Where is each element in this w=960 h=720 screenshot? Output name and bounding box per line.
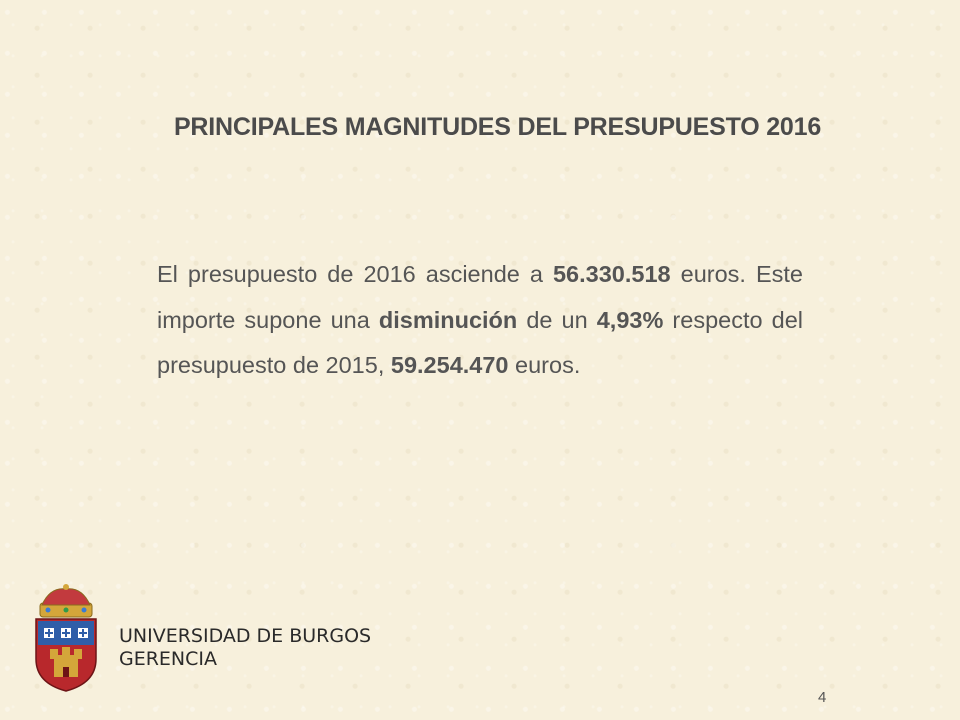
text-segment: de un xyxy=(517,306,597,333)
department-name: GERENCIA xyxy=(119,648,218,670)
coat-of-arms-icon xyxy=(30,583,102,693)
amount-2016: 56.330.518 xyxy=(552,261,671,287)
decrease-percent: 4,93% xyxy=(596,306,664,333)
footer-organization xyxy=(119,625,371,671)
text-segment: euros. Este importe supone una xyxy=(157,261,803,333)
amount-2015: 59.254.470 xyxy=(390,352,509,378)
slide-title: PRINCIPALES MAGNITUDES DEL PRESUPUESTO 2016 xyxy=(173,113,822,141)
budget-paragraph xyxy=(157,252,803,389)
text-segment: El presupuesto de 2016 asciende a xyxy=(157,261,553,287)
text-segment: euros. xyxy=(508,352,581,378)
text-segment: respecto del presupuesto de 2015, xyxy=(157,306,803,378)
university-logo xyxy=(30,583,102,693)
page-number: 4 xyxy=(818,689,827,706)
university-name: UNIVERSIDAD DE BURGOS xyxy=(119,625,372,647)
decrease-keyword: disminución xyxy=(378,306,518,333)
